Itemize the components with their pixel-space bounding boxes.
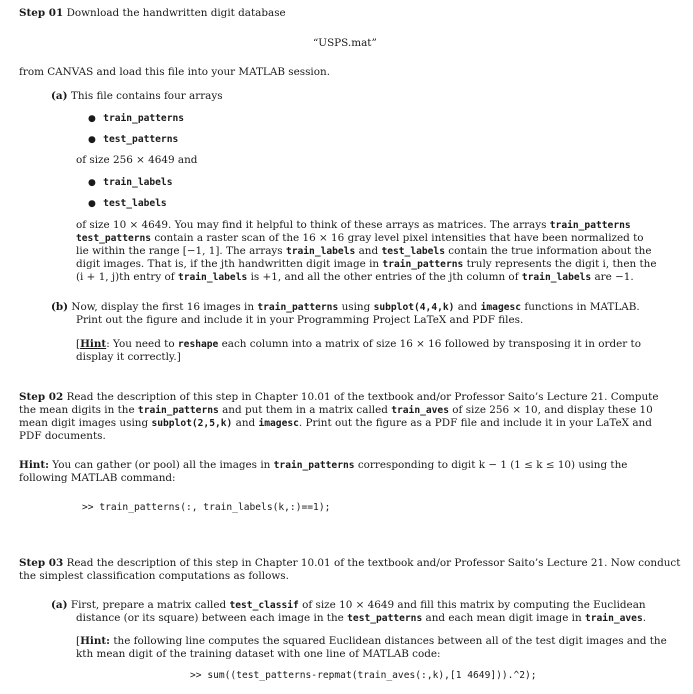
step01a-paragraph-line-2: test_patterns contain a raster scan of the 16 × 16 gray level pixel intensities that have been normalized to — [76, 232, 644, 244]
step02-label: Step 02 — [19, 391, 64, 403]
step01b-line-1: (b) Now, display the first 16 images in train_patterns using subplot(4,4,k) and imagesc functions in MATLAB. — [51, 301, 640, 313]
step01a-intro — [51, 90, 223, 103]
list-item — [88, 112, 184, 126]
step03-line-1: Step 03 Read the description of this step in Chapter 10.01 of the textbook and/or Professor Saito’s Lecture 21. Now conduct — [19, 557, 681, 569]
step01-filename: “USPS.mat” — [313, 37, 377, 49]
step02-command: >> train_patterns(:, train_labels(k,:)==1); — [82, 502, 331, 513]
step01-label: Step 01 — [19, 7, 64, 19]
step01b-line-2: Print out the figure and include it in your Programming Project LaTeX and PDF files. — [76, 314, 524, 326]
step02-line-3: mean digit images using subplot(2,5,k) and imagesc. Print out the figure as a PDF file and include it in your LaTeX and — [19, 417, 652, 429]
hint-label: Hint: — [19, 459, 49, 471]
array-name: train_labels — [103, 177, 173, 188]
step03a-line-2: distance (or its square) between each image in the test_patterns and each mean digit image in train_aves. — [76, 612, 647, 624]
bullet-icon: ● — [88, 135, 96, 145]
size-line-1: of size 256 × 4649 and — [76, 154, 198, 166]
step02-line-4: PDF documents. — [19, 430, 106, 442]
step01-source-line: from CANVAS and load this file into your MATLAB session. — [19, 66, 330, 78]
array-name: test_labels — [103, 198, 167, 209]
list-item — [88, 133, 178, 147]
step02-hint-line-1: Hint: You can gather (or pool) all the images in train_patterns corresponding to digit k − 1 (1 ≤ k ≤ 10) using the — [19, 459, 628, 471]
step01a-text: This file contains four arrays — [70, 90, 223, 102]
list-item — [88, 176, 172, 190]
step03-label: Step 03 — [19, 557, 64, 569]
hint-label: Hint — [80, 338, 107, 350]
step01a-paragraph-line-1: of size 10 × 4649. You may find it helpful to think of these arrays as matrices. The arrays train_patterns — [76, 219, 631, 231]
step01a-paragraph-line-5: (i + 1, j)th entry of train_labels is +1, and all the other entries of the jth column of train_labels are −1. — [76, 271, 634, 283]
step02-hint-line-2: following MATLAB command: — [19, 472, 176, 484]
bullet-icon: ● — [88, 178, 96, 188]
bullet-icon: ● — [88, 114, 96, 124]
step03-line-2: the simplest classification computations as follows. — [19, 570, 289, 582]
step01b-hint-line-2: display it correctly.] — [76, 351, 181, 363]
hint-label: Hint: — [80, 635, 111, 647]
step01b-hint-line-1: [Hint: You need to reshape each column into a matrix of size 16 × 16 followed by transposing it in order to — [76, 338, 641, 350]
step01a-paragraph-line-4: digit images. That is, if the jth handwritten digit image in train_patterns truly represents the digit i, then the — [76, 258, 657, 270]
step03a-line-1: (a) First, prepare a matrix called test_classif of size 10 × 4649 and fill this matrix by computing the Euclidean — [51, 599, 646, 611]
step01-heading — [19, 7, 286, 20]
array-name: test_patterns — [103, 134, 179, 145]
step03a-command: >> sum((test_patterns-repmat(train_aves(:,k),[1 4649])).^2); — [190, 670, 537, 681]
step01a-paragraph-line-3: lie within the range [−1, 1]. The arrays train_labels and test_labels contain the true information about the — [76, 245, 652, 257]
step03a-hint-line-1: [Hint: the following line computes the squared Euclidean distances between all of the test digit images and the — [76, 635, 667, 647]
list-item — [88, 197, 167, 211]
step01a-marker: (a) — [51, 90, 68, 102]
step02-line-1: Step 02 Read the description of this step in Chapter 10.01 of the textbook and/or Professor Saito’s Lecture 21. Compute — [19, 391, 659, 403]
step03a-hint-line-2: kth mean digit of the training dataset with one line of MATLAB code: — [76, 648, 441, 660]
array-name: train_patterns — [103, 113, 185, 124]
bullet-icon: ● — [88, 199, 96, 209]
step02-line-2: the mean digits in the train_patterns and put them in a matrix called train_aves of size 256 × 10, and display these 10 — [19, 404, 653, 416]
step01-intro: Download the handwritten digit database — [66, 7, 286, 19]
